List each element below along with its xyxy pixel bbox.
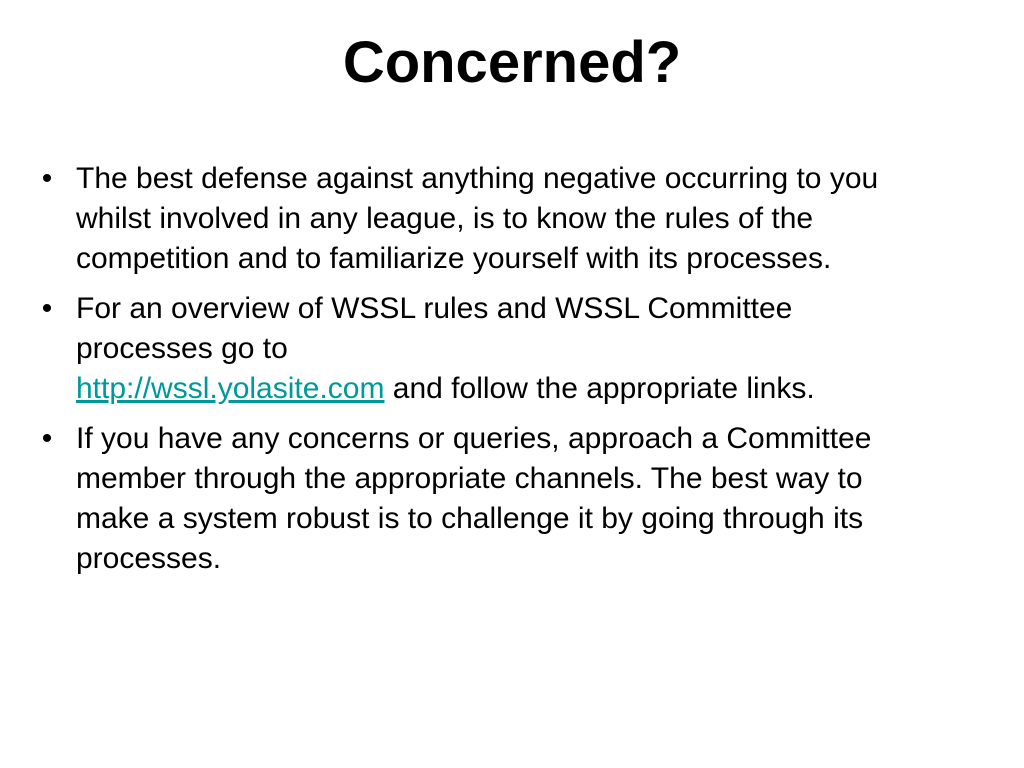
bullet-marker: • [41,292,53,325]
bullet-item-overview [32,289,912,409]
bullet-list [32,159,912,589]
bullet-text: If you have any concerns or queries, approach a Committee member through the appropriate channels. The best way to make a system robust is to challenge it by going through its processes. [76,422,872,575]
bullet-marker: • [41,162,53,195]
bullet-text-after-link: and follow the appropriate links. [392,372,815,405]
bullet-item-rules [32,159,912,279]
slide-title: Concerned? [342,30,682,95]
bullet-marker: • [41,422,53,455]
bullet-item-concerns [32,419,912,579]
wssl-website-link[interactable]: http://wssl.yolasite.com [76,372,385,405]
bullet-text-before-link: For an overview of WSSL rules and WSSL Committee processes go to [76,292,793,365]
bullet-text: The best defense against anything negative occurring to you whilst involved in any league, is to know the rules of the competition and to familiarize yourself with its processes. [76,162,879,275]
